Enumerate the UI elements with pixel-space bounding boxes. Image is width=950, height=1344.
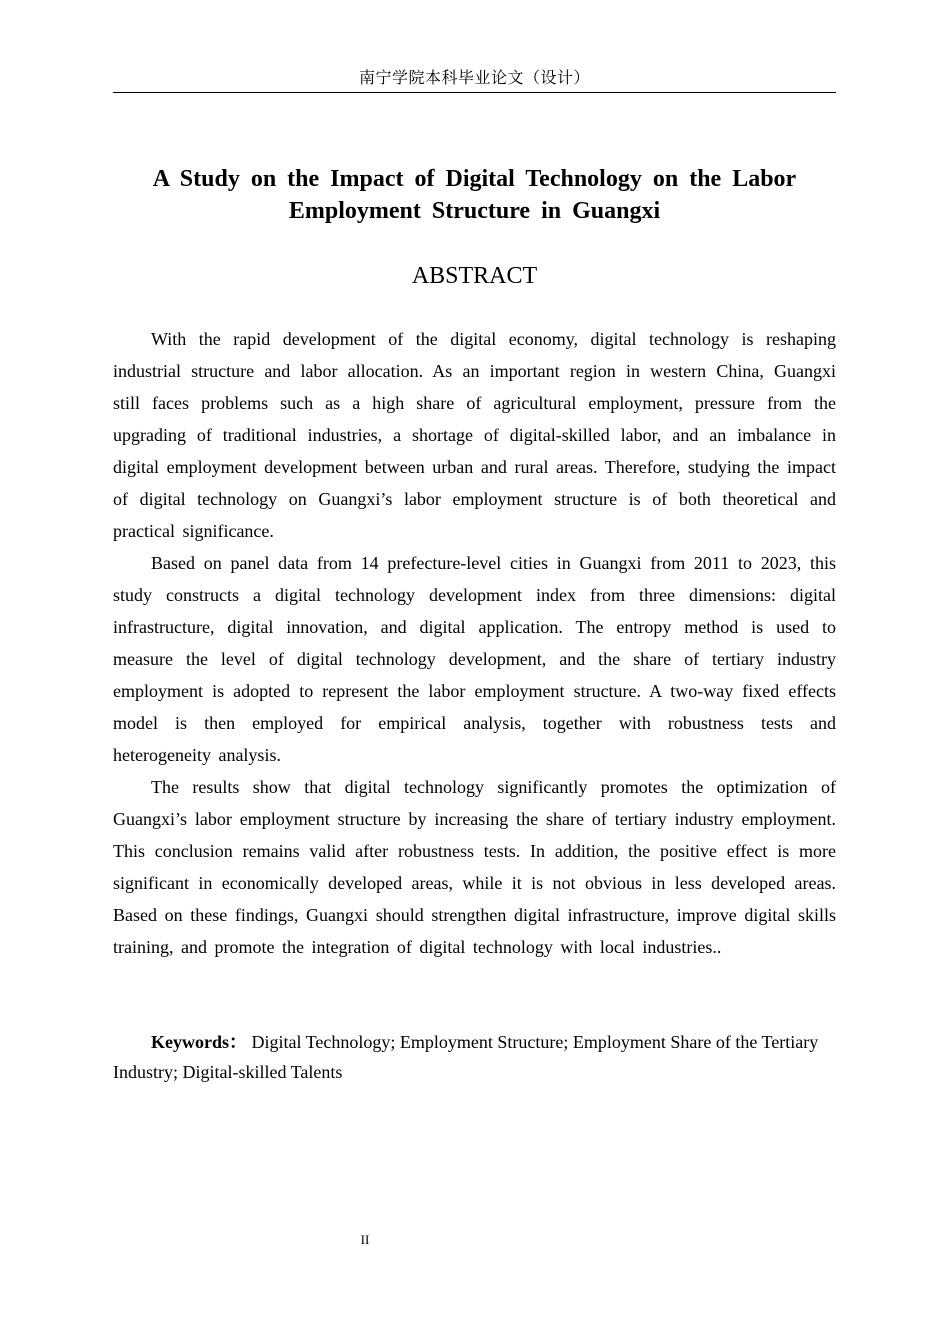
keywords-label: Keywords：: [151, 1032, 247, 1052]
keywords-text: Digital Technology; Employment Structure; Employment Share of the Tertiary Industry; Digital-skilled Talents: [113, 1032, 819, 1082]
running-header-text: 南宁学院本科毕业论文（设计）: [358, 68, 590, 87]
keywords-section: [113, 1027, 836, 1087]
page-number: II: [360, 1232, 370, 1247]
abstract-paragraph-3: The results show that digital technology significantly promotes the optimization of Guangxi’s labor employment structure by increasing the share of tertiary industry employment. This conclusion remains valid after robustness tests. In addition, the positive effect is more significant in economically developed areas, while it is not obvious in less developed areas. Based on these findings, Guangxi should strengthen digital infrastructure, improve digital skills training, and promote the integration of digital technology with local industries..: [113, 777, 836, 957]
abstract-heading: ABSTRACT: [411, 263, 538, 289]
abstract-paragraph-1: With the rapid development of the digital economy, digital technology is reshaping industrial structure and labor allocation. As an important region in western China, Guangxi still faces problems such as a high share of agricultural employment, pressure from the upgrading of traditional industries, a shortage of digital-skilled labor, and an imbalance in digital employment development between urban and rural areas. Therefore, studying the impact of digital technology on Guangxi’s labor employment structure is of both theoretical and practical significance.: [113, 329, 836, 541]
running-header: [113, 64, 836, 93]
abstract-paragraph-2: Based on panel data from 14 prefecture-level cities in Guangxi from 2011 to 2023, this study constructs a digital technology development index from three dimensions: digital infrastructure, digital innovation, and digital application. The entropy method is used to measure the level of digital technology development, and the share of tertiary industry employment is adopted to represent the labor employment structure. A two-way fixed effects model is then employed for empirical analysis, together with robustness tests and heterogeneity analysis.: [113, 553, 836, 765]
abstract-body: [113, 323, 836, 963]
paper-title: A Study on the Impact of Digital Technology on the Labor Employment Structure in Guangxi: [152, 166, 797, 224]
